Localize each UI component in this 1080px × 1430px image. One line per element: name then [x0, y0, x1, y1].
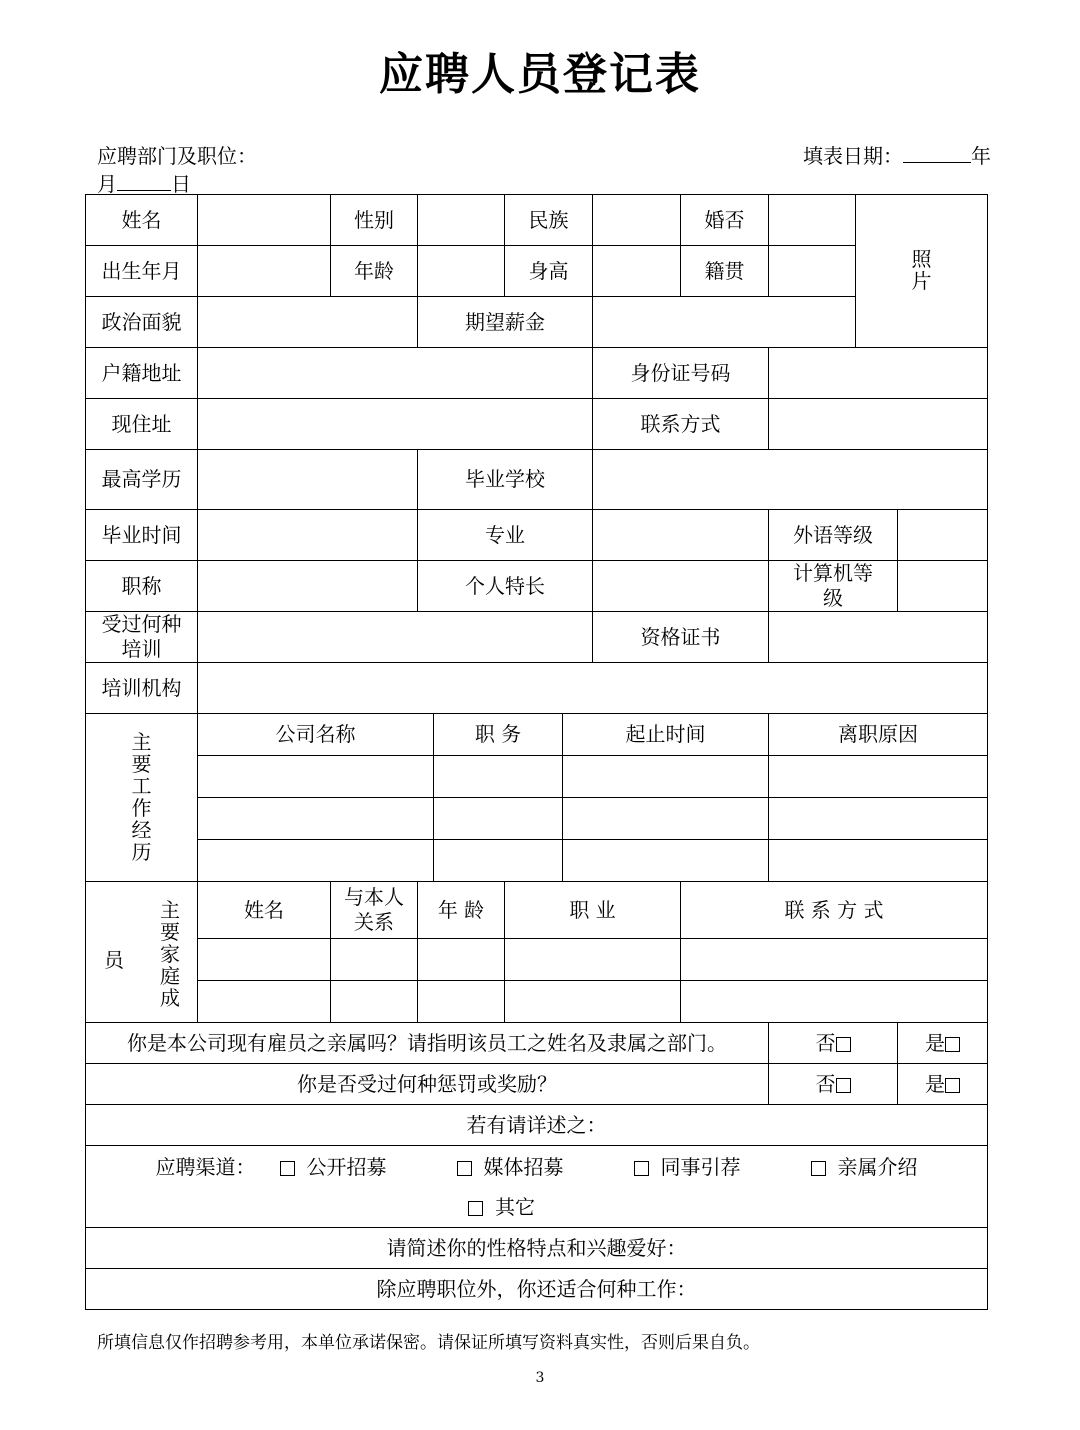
computer-label	[769, 561, 898, 612]
day-label: 日	[171, 172, 191, 196]
work-cell[interactable]	[769, 840, 988, 882]
reward-no-option[interactable]	[769, 1064, 898, 1105]
checkbox[interactable]	[468, 1201, 483, 1216]
fill-date-row	[803, 140, 991, 169]
age-label: 年龄	[331, 246, 418, 297]
name-label: 姓名	[86, 195, 198, 246]
year-blank[interactable]	[903, 144, 971, 163]
family-section-text-a: 主要家庭成	[160, 898, 180, 1010]
family-cell[interactable]	[331, 939, 418, 981]
id-number-field[interactable]	[769, 348, 988, 399]
work-cell[interactable]	[563, 756, 769, 798]
ethnicity-label: 民族	[505, 195, 593, 246]
channel-option-colleague[interactable]	[634, 1147, 741, 1187]
contact-field[interactable]	[769, 399, 988, 450]
ethnicity-field[interactable]	[593, 195, 681, 246]
marital-label: 婚否	[681, 195, 769, 246]
work-cell[interactable]	[198, 840, 434, 882]
channel-text: 媒体招募	[483, 1154, 564, 1179]
education-label: 最高学历	[86, 450, 198, 510]
political-field[interactable]	[198, 297, 418, 348]
relative-yes-option[interactable]	[898, 1023, 988, 1064]
gender-label: 性别	[331, 195, 418, 246]
household-label: 户籍地址	[86, 348, 198, 399]
channel-text: 其它	[495, 1194, 535, 1219]
checkbox[interactable]	[280, 1161, 295, 1176]
institution-field[interactable]	[198, 663, 988, 714]
family-section-text-b: 员	[104, 948, 124, 972]
title-rank-label: 职称	[86, 561, 198, 612]
birth-field[interactable]	[198, 246, 331, 297]
name-field[interactable]	[198, 195, 331, 246]
id-number-label: 身份证号码	[593, 348, 769, 399]
major-field[interactable]	[593, 510, 769, 561]
marital-field[interactable]	[769, 195, 856, 246]
family-cell[interactable]	[681, 939, 988, 981]
yes-label: 是	[925, 1071, 945, 1096]
checkbox[interactable]	[634, 1161, 649, 1176]
work-header-position: 职 务	[434, 714, 563, 756]
registration-form	[85, 194, 988, 1310]
title-rank-field[interactable]	[198, 561, 418, 612]
channel-text: 同事引荐	[660, 1154, 741, 1179]
training-label	[86, 612, 198, 663]
family-cell[interactable]	[505, 981, 681, 1023]
year-label: 年	[971, 144, 991, 168]
contact-label: 联系方式	[593, 399, 769, 450]
specialty-label: 个人特长	[418, 561, 593, 612]
channel-option-media[interactable]	[457, 1147, 564, 1187]
work-cell[interactable]	[198, 756, 434, 798]
photo-label: 照片	[911, 247, 932, 293]
specialty-field[interactable]	[593, 561, 769, 612]
gender-field[interactable]	[418, 195, 505, 246]
no-label: 否	[815, 1030, 836, 1055]
yes-checkbox[interactable]	[945, 1078, 960, 1093]
relative-no-option[interactable]	[769, 1023, 898, 1064]
footnote: 所填信息仅作招聘参考用，本单位承诺保密。请保证所填写资料真实性，否则后果自负。	[97, 1333, 760, 1353]
grad-time-label: 毕业时间	[86, 510, 198, 561]
major-label: 专业	[418, 510, 593, 561]
household-field[interactable]	[198, 348, 593, 399]
certificate-field[interactable]	[769, 612, 988, 663]
native-place-field[interactable]	[769, 246, 856, 297]
work-cell[interactable]	[563, 798, 769, 840]
channel-option-relative[interactable]	[811, 1147, 918, 1187]
birth-label: 出生年月	[86, 246, 198, 297]
family-section-label	[86, 882, 198, 1023]
other-work-prompt: 除应聘职位外，你还适合何种工作：	[86, 1269, 988, 1310]
month-day-row	[97, 168, 191, 197]
detail-prompt: 若有请详述之：	[86, 1105, 988, 1146]
work-section-text: 主要工作经历	[131, 729, 152, 864]
checkbox[interactable]	[811, 1161, 826, 1176]
family-header-relation	[331, 882, 418, 939]
institution-label: 培训机构	[86, 663, 198, 714]
channel-text: 公开招募	[306, 1154, 387, 1179]
fill-date-label: 填表日期：	[803, 144, 903, 168]
work-cell[interactable]	[434, 756, 563, 798]
work-cell[interactable]	[769, 756, 988, 798]
family-cell[interactable]	[505, 939, 681, 981]
computer-field[interactable]	[898, 561, 988, 612]
family-header-occupation: 职 业	[505, 882, 681, 939]
family-cell[interactable]	[198, 939, 331, 981]
political-label: 政治面貌	[86, 297, 198, 348]
reward-yes-option[interactable]	[898, 1064, 988, 1105]
work-cell[interactable]	[563, 840, 769, 882]
no-checkbox[interactable]	[836, 1078, 851, 1093]
work-header-reason: 离职原因	[769, 714, 988, 756]
family-header-name: 姓名	[198, 882, 331, 939]
page-title: 应聘人员登记表	[379, 49, 701, 100]
work-header-company: 公司名称	[198, 714, 434, 756]
channel-option-public[interactable]	[280, 1147, 387, 1187]
salary-label: 期望薪金	[418, 297, 593, 348]
family-header-contact: 联 系 方 式	[681, 882, 988, 939]
address-field[interactable]	[198, 399, 593, 450]
work-section-label	[86, 714, 198, 882]
certificate-label: 资格证书	[593, 612, 769, 663]
training-field[interactable]	[198, 612, 593, 663]
computer-label-text: 计算机等级	[793, 561, 873, 610]
personality-prompt: 请简述你的性格特点和兴趣爱好：	[86, 1228, 988, 1269]
work-cell[interactable]	[769, 798, 988, 840]
channel-row	[86, 1146, 988, 1228]
channel-label: 应聘渠道：	[155, 1154, 256, 1179]
family-header-age: 年 龄	[418, 882, 505, 939]
work-cell[interactable]	[434, 840, 563, 882]
relative-question: 你是本公司现有雇员之亲属吗？请指明该员工之姓名及隶属之部门。	[86, 1023, 769, 1064]
native-place-label: 籍贯	[681, 246, 769, 297]
language-field[interactable]	[898, 510, 988, 561]
family-cell[interactable]	[418, 981, 505, 1023]
work-cell[interactable]	[434, 798, 563, 840]
height-label: 身高	[505, 246, 593, 297]
school-field[interactable]	[593, 450, 988, 510]
work-cell[interactable]	[198, 798, 434, 840]
channel-text: 亲属介绍	[837, 1154, 918, 1179]
language-label: 外语等级	[769, 510, 898, 561]
checkbox[interactable]	[457, 1161, 472, 1176]
no-label: 否	[815, 1071, 836, 1096]
height-field[interactable]	[593, 246, 681, 297]
dept-position-label: 应聘部门及职位：	[97, 144, 257, 168]
grad-time-field[interactable]	[198, 510, 418, 561]
education-field[interactable]	[198, 450, 418, 510]
age-field[interactable]	[418, 246, 505, 297]
address-label: 现住址	[86, 399, 198, 450]
family-cell[interactable]	[418, 939, 505, 981]
yes-label: 是	[925, 1030, 945, 1055]
training-label-text: 受过何种培训	[101, 612, 182, 661]
month-blank[interactable]	[117, 172, 171, 191]
family-cell[interactable]	[331, 981, 418, 1023]
salary-field[interactable]	[593, 297, 856, 348]
yes-checkbox[interactable]	[945, 1037, 960, 1052]
reward-question: 你是否受过何种惩罚或奖励？	[86, 1064, 769, 1105]
photo-cell[interactable]	[856, 195, 988, 348]
no-checkbox[interactable]	[836, 1037, 851, 1052]
work-header-period: 起止时间	[563, 714, 769, 756]
family-header-relation-text: 与本人关系	[344, 885, 404, 934]
page-number: 3	[535, 1370, 545, 1386]
month-label: 月	[97, 172, 117, 196]
family-cell[interactable]	[681, 981, 988, 1023]
channel-option-other[interactable]	[468, 1187, 535, 1227]
school-label: 毕业学校	[418, 450, 593, 510]
family-cell[interactable]	[198, 981, 331, 1023]
